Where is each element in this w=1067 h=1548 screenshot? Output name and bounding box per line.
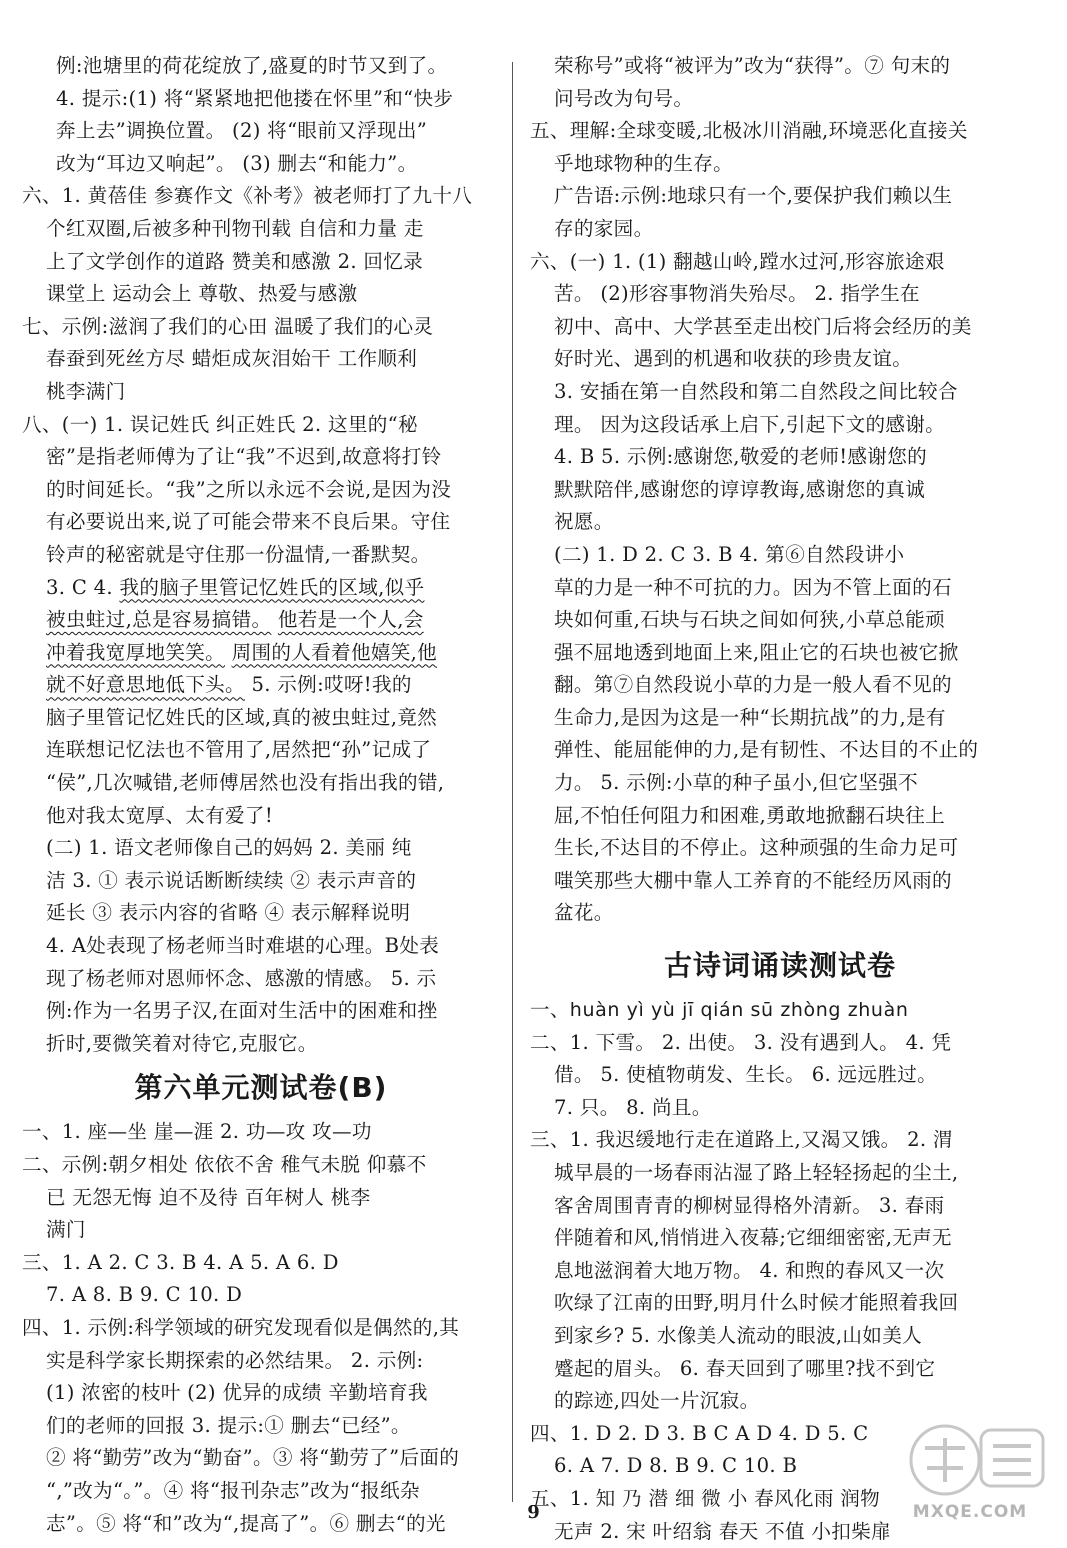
watermark-text: MXQE.COM	[912, 1502, 1028, 1522]
text-line: 蹙起的眉头。 6. 春天回到了哪里?找不到它	[554, 1356, 936, 1380]
text-line: 八、(一) 1. 误记姓氏 纠正姓氏 2. 这里的“秘	[22, 412, 418, 436]
wavy-line-2	[22, 604, 500, 637]
watermark-stamp-icon	[885, 1418, 1055, 1504]
text-line: 嗤笑那些大棚中靠人工养育的不能经历风雨的	[554, 868, 952, 892]
text-line: 力。 5. 示例:小草的种子虽小,但它坚强不	[554, 771, 919, 795]
text-line: 五、1. 知 乃 潜 细 微 小 春风化雨 润物	[530, 1486, 881, 1510]
text-line: (1) 浓密的枝叶 (2) 优异的成绩 辛勤培育我	[46, 1381, 428, 1405]
right-top-lines	[530, 50, 1030, 930]
text-line: 五、理解:全球变暖,北极冰川消融,环境恶化直接关	[530, 119, 968, 143]
wavy-underlined-text: 周围的人看着他嬉笑,他	[231, 640, 438, 664]
wavy-underlined-text: 就不好意思地低下头。	[46, 673, 245, 697]
text-line: 吹绿了江南的田野,明月什么时候才能照着我回	[554, 1291, 959, 1315]
text-line: 初中、高中、大学甚至走出校门后将会经历的美	[554, 314, 972, 338]
text-line: 城早晨的一场春雨沾湿了路上轻轻扬起的尘土,	[554, 1161, 959, 1184]
wavy-underlined-text: 被虫蛀过,总是容易搞错。	[46, 608, 272, 632]
item-number: 一、	[530, 998, 570, 1022]
text-line: 翻。第⑦自然段说小草的力是一般人看不见的	[554, 673, 952, 697]
text-line: 到家乡? 5. 水像美人流动的眼波,山如美人	[554, 1323, 922, 1347]
text-line: 奔上去”调换位置。 (2) 将“眼前又浮现出”	[56, 119, 428, 143]
text-line: 屈,不怕任何阻力和困难,勇敢地掀翻石块往上	[554, 803, 946, 827]
text-line: 改为“耳边又响起”。 (3) 删去“和能力”。	[56, 151, 418, 175]
text-line: 弹性、能屈能伸的力,是有韧性、不达目的不止的	[554, 738, 979, 762]
text-line: 脑子里管记忆姓氏的区域,真的被虫蛀过,竟然	[46, 705, 438, 729]
text-line: (二) 1. 语文老师像自己的妈妈 2. 美丽 纯	[46, 836, 412, 860]
column-divider	[512, 62, 513, 1502]
text-line: 生命力,是因为这是一种“长期抗战”的力,是有	[554, 705, 946, 729]
text-line: “,”改为“。”。④ 将“报刊杂志”改为“报纸杂	[46, 1478, 420, 1502]
right-column	[530, 50, 1030, 1548]
text-line: 六、(一) 1. (1) 翻越山岭,蹚水过河,形容旅途艰	[530, 249, 945, 273]
left-bottom-lines	[22, 702, 500, 1061]
text-run: 5. 示例:哎呀!我的	[244, 673, 412, 697]
text-line: 理。 因为这段话承上启下,引起下文的感谢。	[554, 412, 946, 436]
text-line: 借。 5. 使植物萌发、生长。 6. 远远胜过。	[554, 1063, 938, 1087]
wavy-underlined-text: 冲着我宽厚地笑笑。	[46, 640, 226, 664]
text-line: 三、1. 我迟缓地行走在道路上,又渴又饿。 2. 渭	[530, 1128, 953, 1152]
wavy-line-4	[22, 669, 500, 702]
wavy-line-3	[22, 637, 500, 670]
text-line: 例:池塘里的荷花绽放了,盛夏的时节又到了。	[56, 54, 448, 77]
wavy-line-1	[22, 572, 500, 605]
text-line: 四、1. 示例:科学领域的研究发现看似是偶然的,其	[22, 1315, 460, 1339]
watermark-logo	[885, 1418, 1055, 1528]
text-line: 例:作为一名男子汉,在面对生活中的困难和挫	[46, 999, 438, 1023]
pinyin-answers: huàn yì yù jī qián sū zhòng zhuàn	[569, 999, 909, 1022]
text-line: 生长,不达目的不停止。这种顽强的生命力足可	[554, 836, 959, 860]
text-line: 无声 2. 宋 叶绍翁 春天 不值 小扣柴扉	[554, 1519, 891, 1543]
text-line: 有必要说出来,说了可能会带来不良后果。守住	[46, 510, 451, 534]
text-line: 苦。 (2)形容事物消失殆尽。 2. 指学生在	[554, 282, 920, 306]
text-line: 七、示例:滋润了我们的心田 温暖了我们的心灵	[22, 314, 434, 338]
text-line: (二) 1. D 2. C 3. B 4. 第⑥自然段讲小	[554, 542, 905, 566]
text-line: 块如何重,石块与石块之间如何狭,小草总能顽	[554, 608, 946, 632]
text-line: 桃李满门	[46, 379, 126, 403]
text-line: 上了文学创作的道路 赞美和感激 2. 回忆录	[46, 249, 424, 273]
text-line: 问号改为句号。	[554, 86, 694, 110]
text-line: 伴随着和风,悄悄进入夜幕;它细细密密,无声无	[554, 1226, 952, 1250]
text-line: 的时间延长。“我”之所以永远不会说,是因为没	[46, 477, 452, 501]
text-line: “侯”,几次喊错,老师傅居然也没有指出我的错,	[46, 771, 445, 795]
text-line: 息地滋润着大地万物。 4. 和煦的春风又一次	[554, 1258, 945, 1282]
wavy-underlined-text: 他若是一个人,会	[277, 608, 424, 632]
text-line: 4. A处表现了杨老师当时难堪的心理。B处表	[46, 934, 440, 958]
text-line: 的踪迹,四处一片沉寂。	[554, 1389, 760, 1413]
text-line: 4. 提示:(1) 将“紧紧地把他搂在怀里”和“快步	[56, 86, 454, 110]
text-line: 密”是指老师傅为了让“我”不迟到,故意将打铃	[46, 445, 442, 469]
text-line: 乎地球物种的生存。	[554, 151, 734, 175]
text-line: 铃声的秘密就是守住那一份温情,一番默契。	[46, 542, 431, 566]
text-line: 好时光、遇到的机遇和收获的珍贵友谊。	[554, 347, 913, 371]
text-line: 存的家园。	[554, 216, 654, 240]
text-line: 6. A 7. D 8. B 9. C 10. B	[554, 1454, 798, 1478]
text-line: 课堂上 运动会上 尊敬、热爱与感激	[46, 282, 358, 306]
text-line: 默默陪伴,感谢您的谆谆教诲,感谢您的真诚	[554, 477, 926, 501]
text-line: 7. A 8. B 9. C 10. D	[46, 1283, 243, 1307]
text-line: 六、1. 黄蓓佳 参赛作文《补考》被老师打了九十八	[22, 184, 473, 208]
text-line: 个红双圈,后被多种刊物刊载 自信和力量 走	[46, 216, 424, 240]
left-after-lines	[22, 1116, 500, 1540]
text-line: 延长 ③ 表示内容的省略 ④ 表示解释说明	[46, 901, 411, 925]
text-line: 3. 安插在第一自然段和第二自然段之间比较合	[554, 379, 958, 403]
section-heading-poetry: 古诗词诵读测试卷	[663, 949, 896, 983]
text-line: 连联想记忆法也不管用了,居然把“孙”记成了	[46, 738, 432, 762]
text-line: 他对我太宽厚、太有爱了!	[46, 803, 274, 827]
text-line: 四、1. D 2. D 3. B C A D 4. D 5. C	[530, 1421, 869, 1445]
text-line: 草的力是一种不可抗的力。因为不管上面的石	[554, 575, 952, 599]
text-line: 客舍周围青青的柳树显得格外清新。 3. 春雨	[554, 1193, 945, 1217]
text-run: 3. C 4.	[46, 575, 120, 599]
section-heading-unit6b: 第六单元测试卷(B)	[134, 1071, 388, 1105]
text-line: 洁 3. ① 表示说话断断续续 ② 表示声音的	[46, 868, 417, 892]
text-line: 荣称号”或将“被评为”改为“获得”。⑦ 句末的	[554, 54, 951, 77]
text-line: 盆花。	[554, 901, 614, 925]
text-line: 志”。⑤ 将“和”改为“,提高了”。⑥ 删去“的光	[46, 1511, 446, 1535]
text-line: 强不屈地透到地面上来,阻止它的石块也被它掀	[554, 640, 959, 664]
text-line: 祝愿。	[554, 510, 614, 534]
left-column	[22, 50, 500, 1540]
text-line: 二、示例:朝夕相处 依依不舍 稚气未脱 仰慕不	[22, 1153, 427, 1176]
text-line: 广告语:示例:地球只有一个,要保护我们赖以生	[554, 184, 953, 208]
wavy-underlined-text: 我的脑子里管记忆姓氏的区域,似乎	[119, 575, 425, 599]
text-line: 们的老师的回报 3. 提示:① 删去“已经”。	[46, 1413, 411, 1437]
text-line: ② 将“勤劳”改为“勤奋”。③ 将“勤劳了”后面的	[46, 1446, 460, 1470]
text-line: 三、1. A 2. C 3. B 4. A 5. A 6. D	[22, 1250, 339, 1274]
pinyin-line	[530, 994, 1030, 1027]
text-line: 4. B 5. 示例:感谢您,敬爱的老师!感谢您的	[554, 445, 927, 469]
text-line: 一、1. 座—坐 崖—涯 2. 功—攻 攻—功	[22, 1120, 372, 1144]
text-line: 满门	[46, 1218, 86, 1242]
text-line: 实是科学家长期探索的必然结果。 2. 示例:	[46, 1348, 424, 1372]
page-number: 9	[527, 1502, 540, 1523]
text-line: 春蚕到死丝方尽 蜡炬成灰泪始干 工作顺利	[46, 347, 418, 371]
text-line: 7. 只。 8. 尚且。	[554, 1095, 712, 1119]
left-top-lines	[22, 50, 500, 572]
text-line: 已 无怨无悔 迫不及待 百年树人 桃李	[46, 1185, 371, 1209]
text-line: 二、1. 下雪。 2. 出使。 3. 没有遇到人。 4. 凭	[530, 1030, 952, 1054]
text-line: 现了杨老师对恩师怀念、感激的情感。 5. 示	[46, 966, 437, 990]
text-line: 折时,要微笑着对待它,克服它。	[46, 1031, 318, 1055]
